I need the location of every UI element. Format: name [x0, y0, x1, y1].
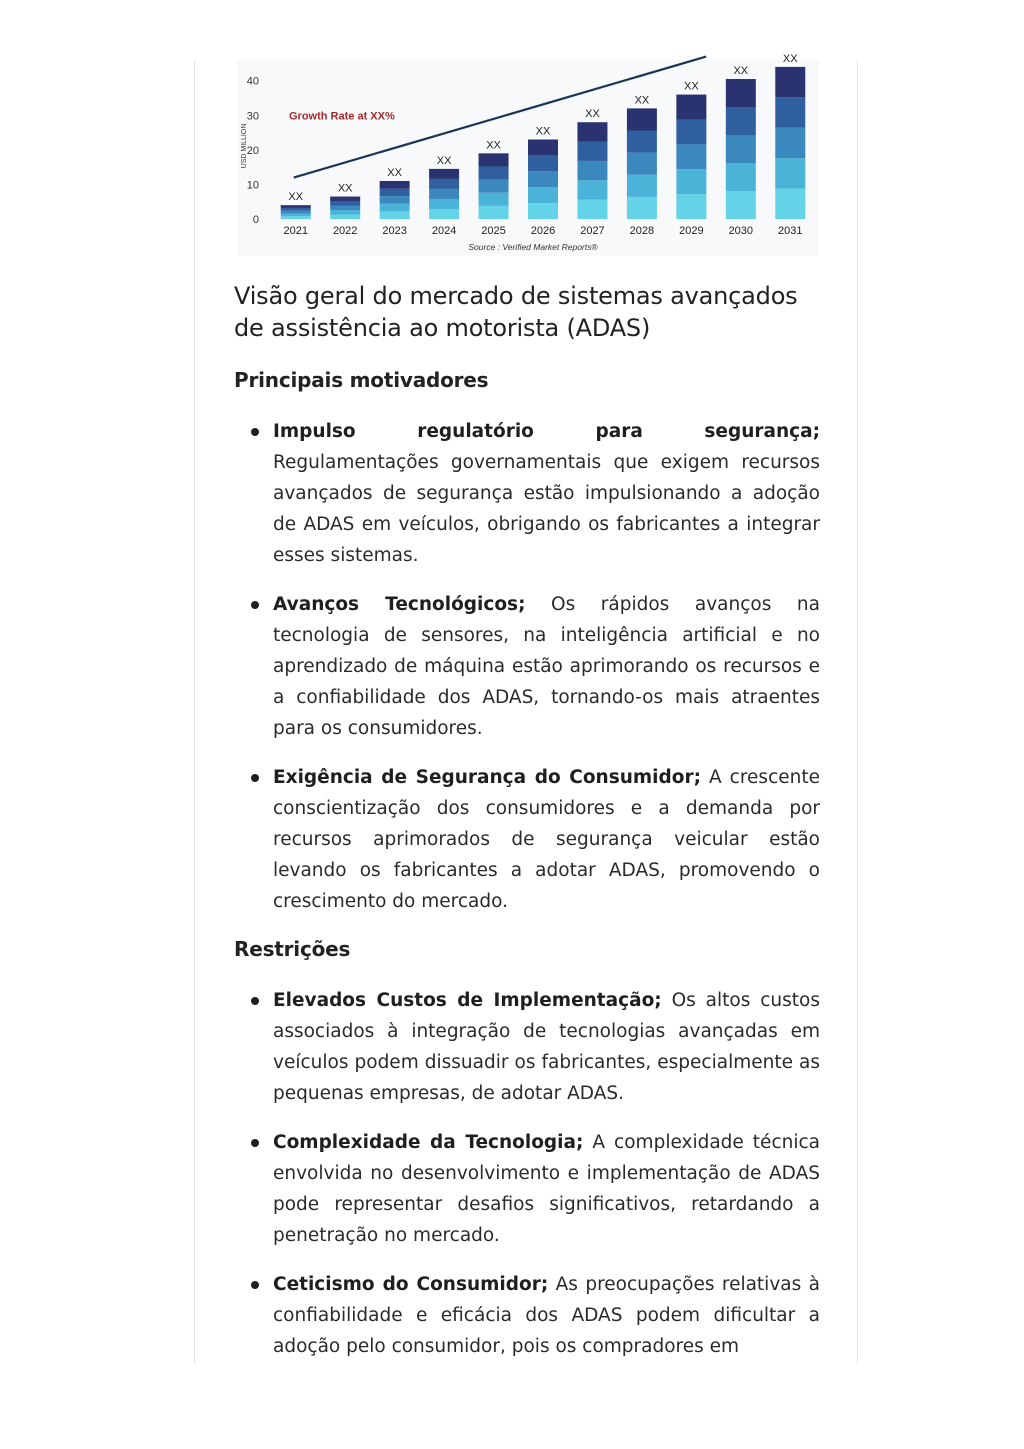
bar-segment — [627, 153, 657, 175]
bar-segment — [627, 131, 657, 153]
bullet-icon — [251, 1281, 259, 1289]
x-tick-label: 2022 — [332, 225, 358, 237]
bar-segment — [281, 211, 311, 214]
bar-segment — [627, 175, 657, 197]
bar-segment — [676, 194, 706, 219]
item-text: As preocupações relativas à confiabilidade e eficácia dos ADAS podem dificultar a adoção pelo consumidor, pois os compradores em — [273, 1274, 820, 1357]
item-bold-label: Avanços Tecnológicos; — [273, 594, 526, 615]
x-tick-label: 2031 — [778, 225, 803, 237]
bar-segment — [528, 155, 558, 171]
bar-segment — [429, 199, 459, 209]
bullet-icon — [251, 1139, 259, 1147]
bar-segment — [676, 169, 706, 194]
bar-segment — [380, 181, 410, 189]
bar-segment — [479, 166, 509, 179]
x-tick-label: 2026 — [530, 225, 556, 237]
data-label: XX — [337, 182, 353, 195]
data-label: XX — [634, 94, 650, 107]
item-bold-label: Ceticismo do Consumidor; — [273, 1274, 549, 1295]
data-label: XX — [535, 125, 551, 138]
bar-segment — [380, 211, 410, 219]
bar-segment — [330, 197, 360, 201]
data-label: XX — [733, 65, 749, 78]
bar-segment — [577, 122, 607, 141]
list-item — [234, 1127, 820, 1251]
item-text: Os rápidos avanços na tecnologia de sensores, na inteligência artificial e no aprendizado de máquina estão aprimorando os recursos e a confiabilidade dos ADAS, tornando-os mais atraentes para os consumidores. — [273, 594, 820, 739]
restraints-list — [234, 985, 820, 1362]
bar-segment — [676, 95, 706, 120]
y-tick-label: 20 — [246, 144, 259, 157]
bar-segment — [528, 203, 558, 219]
bar-segment — [330, 215, 360, 219]
y-tick-label: 10 — [246, 179, 259, 192]
bar-segment — [429, 169, 459, 179]
x-tick-label: 2023 — [382, 225, 407, 237]
bar-segment — [479, 153, 509, 166]
section-title-drivers: Principais motivadores — [234, 368, 489, 392]
bar-segment — [330, 201, 360, 205]
bar-segment — [775, 158, 805, 188]
x-tick-label: 2024 — [431, 225, 457, 237]
list-item — [234, 985, 820, 1109]
data-label: XX — [782, 52, 798, 65]
bar-segment — [479, 180, 509, 193]
item-text: Regulamentações governamentais que exigem recursos avançados de segurança estão impulsionando a adoção de ADAS em veículos, obrigando os fabricantes a integrar esses sistemas. — [273, 452, 820, 566]
item-bold-label: Complexidade da Tecnologia; — [273, 1132, 584, 1153]
bar-segment — [775, 128, 805, 158]
bar-segment — [775, 189, 805, 219]
bullet-icon — [251, 774, 259, 782]
bar-segment — [676, 119, 706, 144]
bar-segment — [429, 189, 459, 199]
bar-segment — [726, 135, 756, 163]
item-text: A complexidade técnica envolvida no desenvolvimento e implementação de ADAS pode representar desafios significativos, retardando a penetração no mercado. — [273, 1132, 820, 1246]
bar-segment — [577, 180, 607, 199]
bar-segment — [281, 208, 311, 211]
item-bold-label: Elevados Custos de Implementação; — [273, 990, 662, 1011]
item-text: Os altos custos associados à integração de tecnologias avançadas em veículos podem dissuadir os fabricantes, especialmente as pequenas empresas, de adotar ADAS. — [273, 990, 821, 1104]
bar-segment — [429, 179, 459, 189]
y-tick-label: 40 — [246, 75, 259, 88]
item-bold-label: Exigência de Segurança do Consumidor; — [273, 767, 701, 788]
bullet-icon — [251, 997, 259, 1005]
data-label: XX — [486, 139, 501, 152]
y-tick-label: 30 — [246, 110, 259, 123]
data-label: XX — [288, 191, 304, 204]
bar-segment — [726, 79, 756, 107]
bar-segment — [726, 163, 756, 191]
bar-segment — [726, 107, 756, 135]
bar-segment — [281, 205, 311, 208]
x-tick-label: 2027 — [580, 225, 605, 237]
x-tick-label: 2028 — [629, 225, 655, 237]
bar-segment — [676, 144, 706, 169]
bar-segment — [528, 140, 558, 156]
x-tick-label: 2029 — [679, 225, 704, 237]
section-title-restraints: Restrições — [234, 937, 351, 961]
chart-source: Source : Verified Market Reports® — [468, 242, 598, 252]
drivers-list — [234, 416, 820, 917]
bar-segment — [627, 108, 657, 130]
page-title: Visão geral do mercado de sistemas avançados de assistência ao motorista (ADAS) — [234, 282, 798, 342]
bar-segment — [775, 97, 805, 127]
x-tick-label: 2030 — [728, 225, 754, 237]
data-label: XX — [585, 108, 600, 121]
list-item — [234, 416, 820, 571]
bar-segment — [479, 206, 509, 219]
y-tick-label: 0 — [252, 214, 259, 226]
bar-segment — [281, 216, 311, 219]
x-tick-label: 2021 — [283, 225, 308, 237]
bar-segment — [577, 142, 607, 161]
bar-segment — [380, 196, 410, 204]
item-bold-label: Impulso regulatório para segurança; — [273, 421, 820, 442]
bar-segment — [330, 210, 360, 214]
bar-segment — [528, 187, 558, 203]
bullet-icon — [251, 601, 259, 609]
bar-segment — [528, 171, 558, 187]
x-tick-label: 2025 — [481, 225, 506, 237]
item-text: A crescente conscientização dos consumidores e a demanda por recursos aprimorados de segurança veicular estão levando os fabricantes a adotar ADAS, promovendo o crescimento do mercado. — [273, 767, 820, 912]
bullet-icon — [251, 428, 259, 436]
list-item — [234, 589, 820, 744]
bar-segment — [380, 189, 410, 197]
list-item — [234, 762, 820, 917]
market-growth-chart — [237, 52, 819, 256]
bar-segment — [627, 197, 657, 219]
y-axis-label: USD MILLION — [241, 123, 248, 169]
list-item — [234, 1269, 820, 1362]
bar-segment — [775, 67, 805, 97]
bar-segment — [380, 204, 410, 212]
article-content — [234, 280, 820, 1380]
bar-segment — [281, 213, 311, 216]
article-card — [194, 52, 858, 1364]
bar-segment — [429, 209, 459, 219]
bar-segment — [726, 191, 756, 219]
chart-svg — [237, 52, 819, 256]
bar-segment — [577, 200, 607, 219]
growth-rate-annotation: Growth Rate at XX% — [289, 110, 395, 123]
data-label: XX — [387, 166, 402, 179]
bar-segment — [577, 161, 607, 180]
bar-segment — [479, 193, 509, 206]
bar-segment — [330, 206, 360, 210]
data-label: XX — [436, 154, 452, 167]
data-label: XX — [684, 80, 699, 93]
